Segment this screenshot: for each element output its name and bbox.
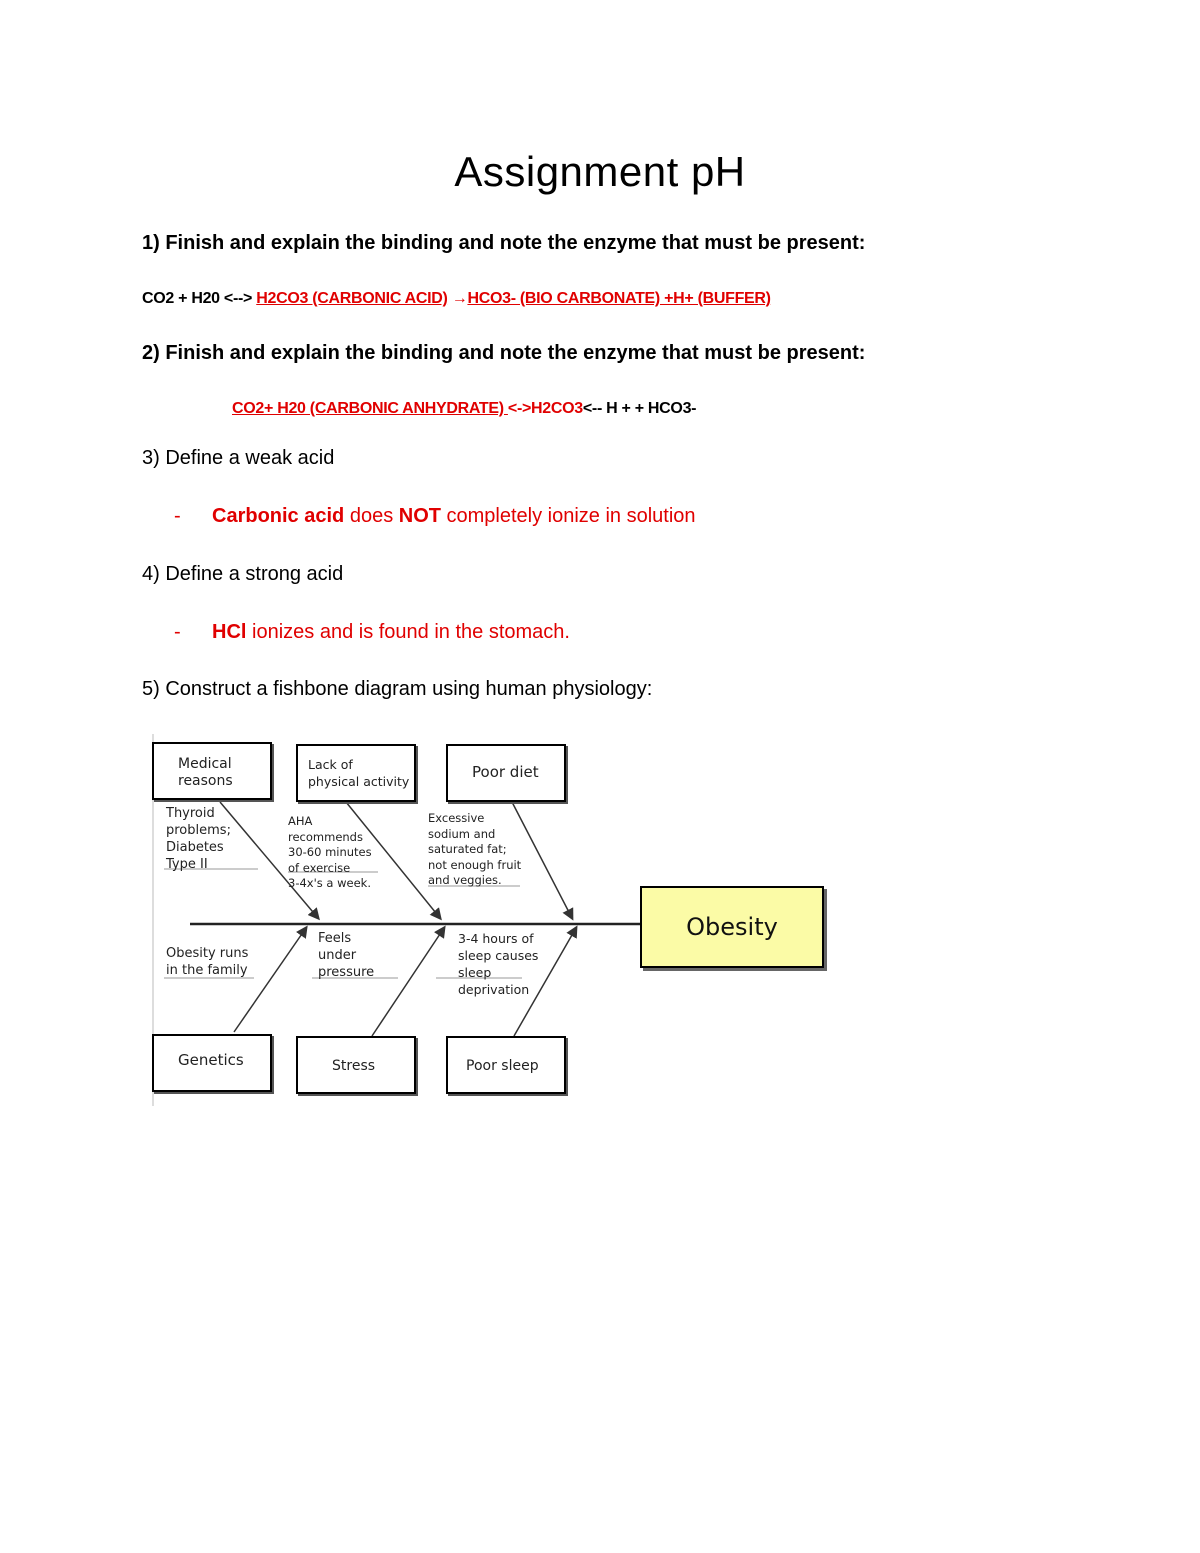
question-2-prompt: 2) Finish and explain the binding and note the enzyme that must be present:: [142, 342, 866, 364]
cause-note-medical: Thyroid problems; Diabetes Type II: [166, 806, 231, 872]
q3-text-rest: completely ionize in solution: [440, 505, 696, 527]
q2-carbonic-anhydrase: CO2+ H20 (CARBONIC ANHYDRATE): [232, 400, 508, 417]
q3-subject: Carbonic acid: [212, 505, 345, 527]
cause-note-genetics: Obesity runs in the family: [166, 946, 249, 978]
q1-bicarbonate-buffer: HCO3- (BIO CARBONATE) +H+ (BUFFER): [467, 290, 771, 307]
q4-text-rest: ionizes and is found in the stomach.: [246, 621, 570, 643]
cause-label-stress: Stress: [332, 1058, 376, 1074]
bullet-dash: -: [174, 505, 181, 527]
question-5-prompt: 5) Construct a fishbone diagram using human physiology:: [142, 678, 653, 700]
q1-equation-prefix: CO2 + H20 <-->: [142, 290, 257, 307]
cause-box-stress: [296, 1036, 416, 1094]
cause-label-medical: Medical reasons: [178, 756, 233, 789]
q2-dissociation: <-- H + + HCO3-: [582, 400, 697, 417]
document-title: Assignment pH: [454, 148, 746, 195]
question-2-answer: [232, 400, 696, 418]
question-1-prompt: 1) Finish and explain the binding and note the enzyme that must be present:: [142, 232, 866, 254]
cause-box-diet: [446, 744, 566, 802]
bone-stress: [372, 928, 444, 1036]
cause-note-stress: Feels under pressure: [318, 931, 375, 980]
question-1-answer: [142, 290, 771, 308]
bullet-dash: -: [174, 621, 181, 643]
q1-carbonic-acid: H2CO3 (CARBONIC ACID): [256, 290, 448, 307]
q3-emphasis: NOT: [398, 505, 441, 527]
cause-box-genetics: [152, 1034, 272, 1092]
question-4-answer: [174, 621, 570, 644]
cause-label-sleep: Poor sleep: [466, 1058, 539, 1074]
cause-box-sleep: [446, 1036, 566, 1094]
question-4-prompt: 4) Define a strong acid: [142, 563, 344, 585]
cause-note-activity: AHA recommends 30-60 minutes of exercise 3-4x's a week.: [288, 814, 372, 890]
fishbone-diagram: [150, 734, 830, 1106]
effect-box-obesity: Obesity: [640, 886, 824, 968]
bone-genetics: [234, 928, 306, 1032]
question-3-answer: [174, 505, 696, 528]
cause-note-sleep: 3-4 hours of sleep causes sleep deprivation: [458, 931, 539, 997]
cause-label-activity: Lack of physical activity: [308, 757, 410, 789]
q4-subject: HCl: [212, 621, 247, 643]
cause-box-medical: [152, 742, 272, 800]
cause-label-diet: Poor diet: [472, 763, 539, 781]
question-3-prompt: 3) Define a weak acid: [142, 447, 335, 469]
q1-arrow: →: [447, 290, 468, 307]
q2-carbonic-acid: <->H2CO3: [507, 400, 583, 417]
cause-label-genetics: Genetics: [178, 1051, 244, 1069]
cause-box-activity: [296, 744, 416, 802]
q3-text-mid: does: [344, 505, 399, 527]
cause-note-diet: Excessive sodium and saturated fat; not enough fruit and veggies.: [428, 811, 522, 887]
